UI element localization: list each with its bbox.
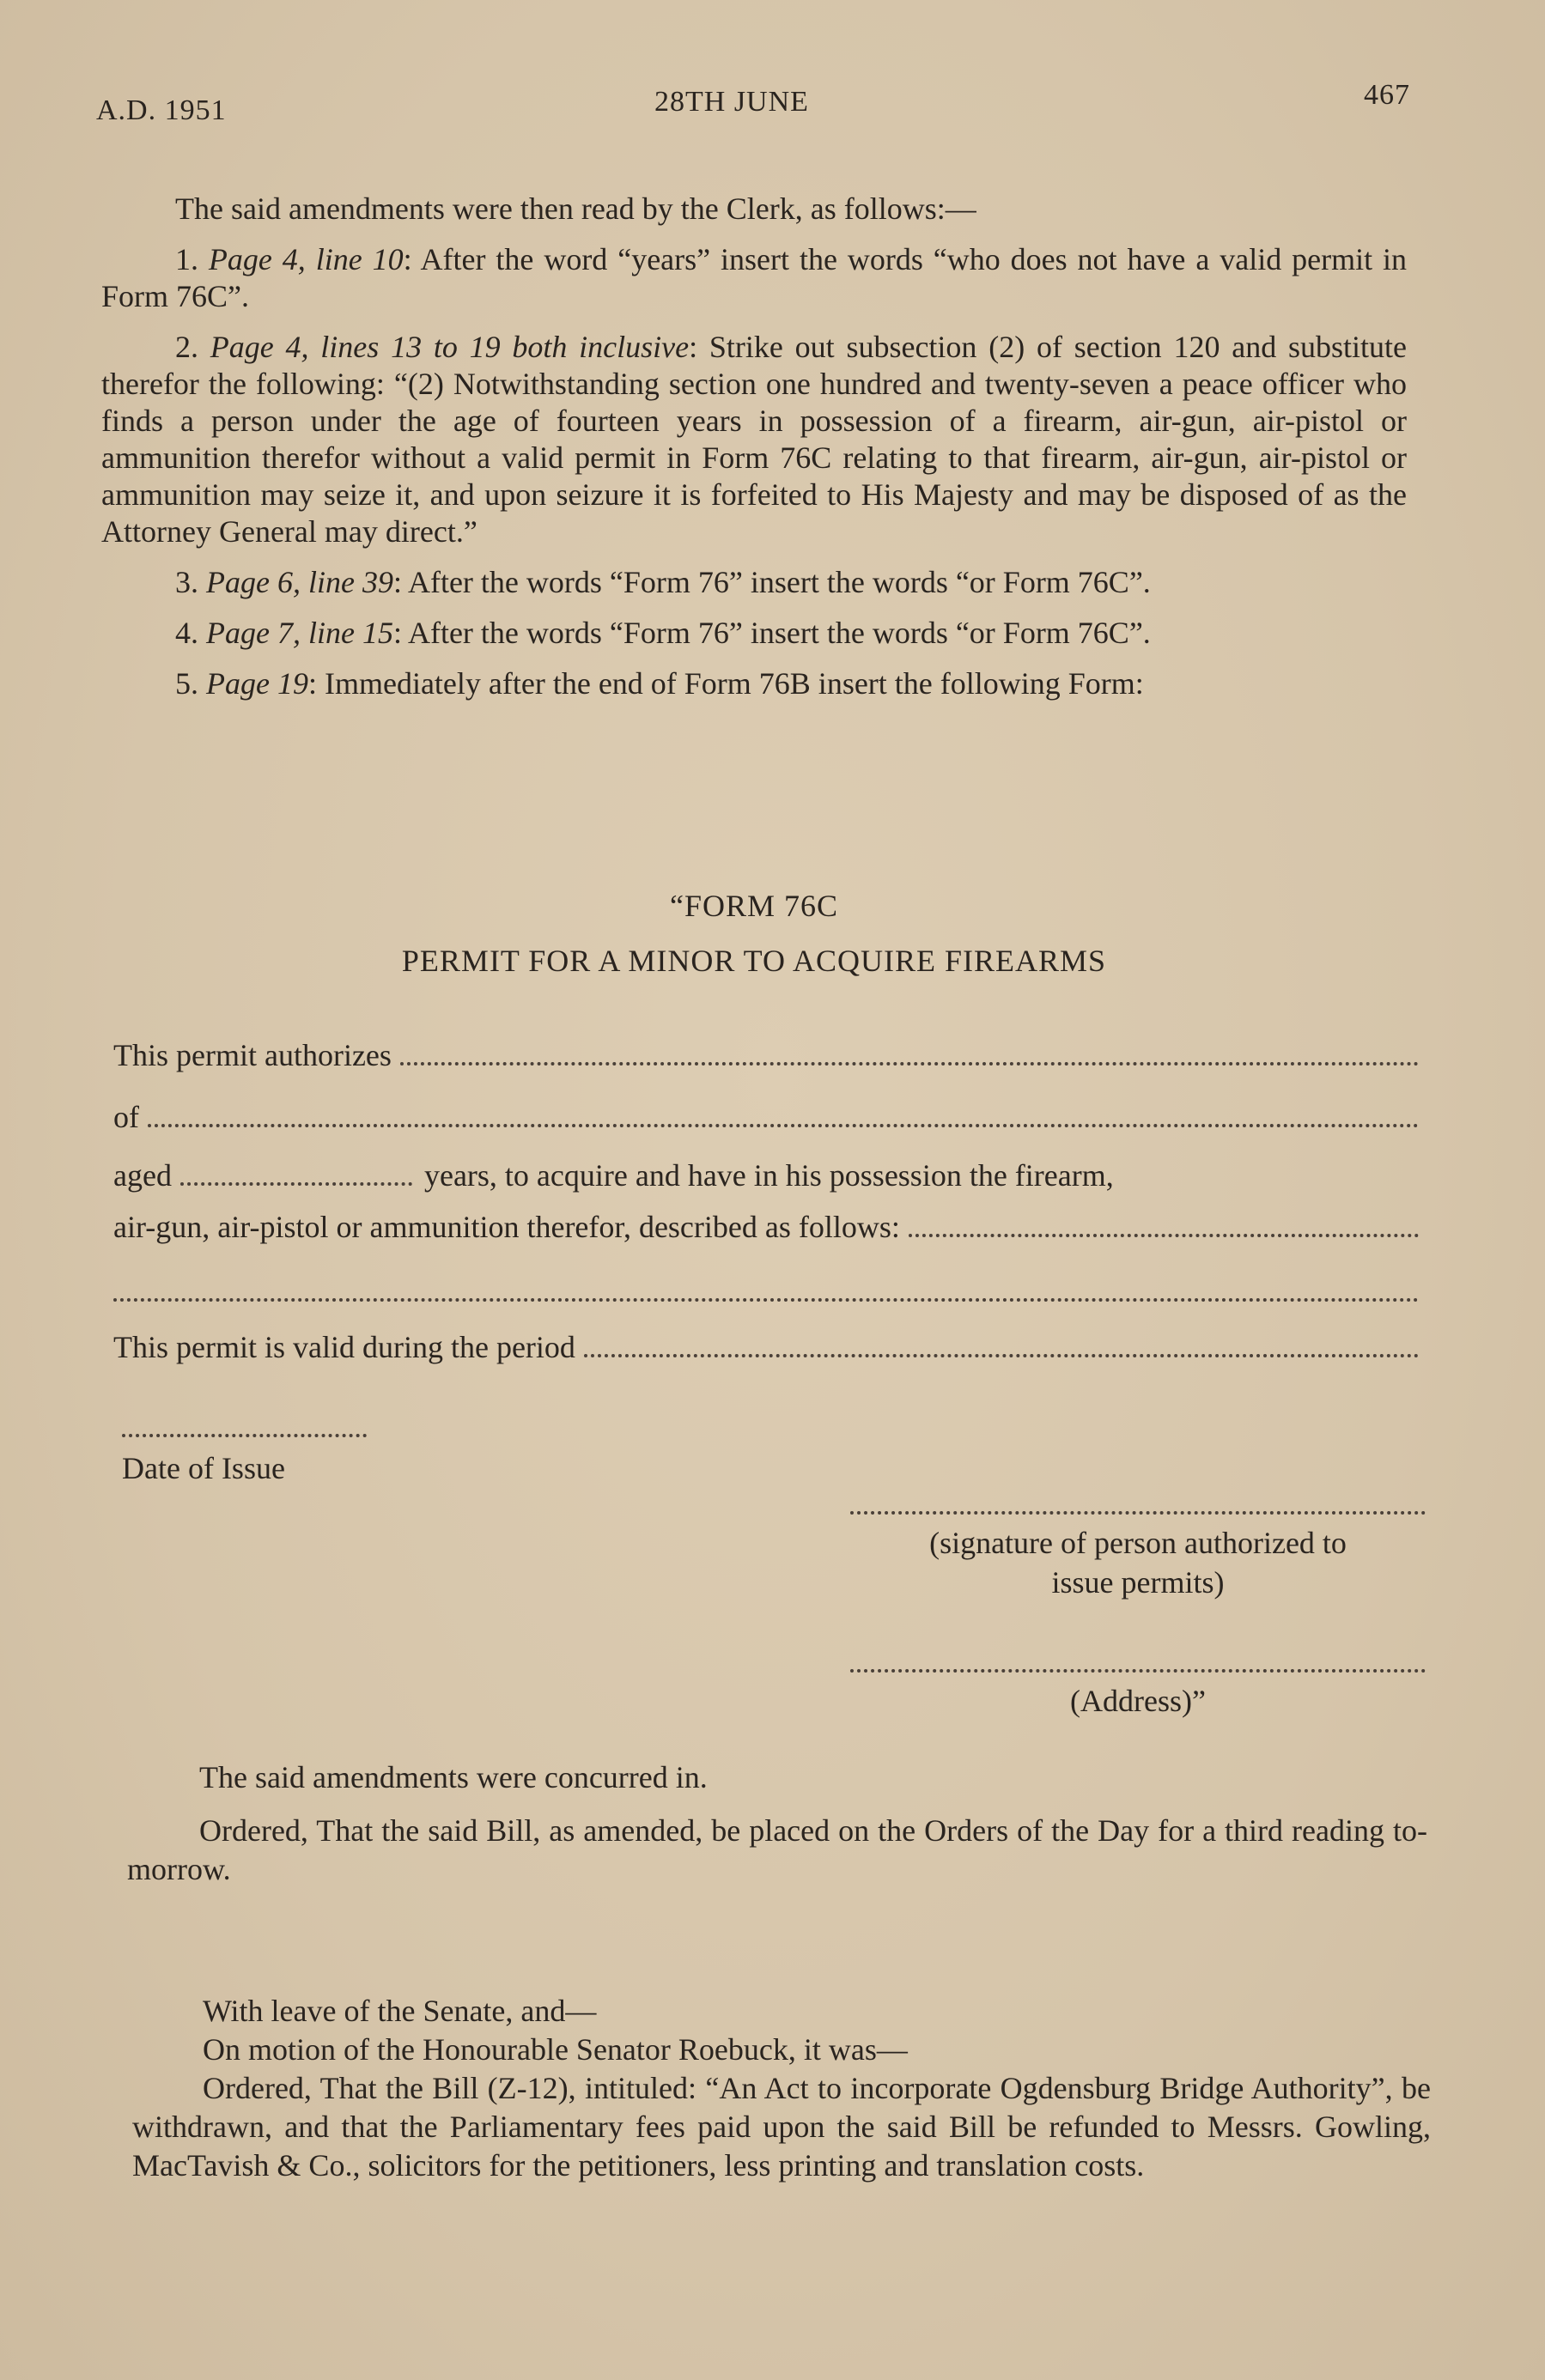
form-line-of xyxy=(113,1099,1419,1135)
signature-caption-line-2: issue permits) xyxy=(1051,1565,1225,1600)
amendment-number: 2. xyxy=(175,330,198,364)
senate-leave: With leave of the Senate, and— xyxy=(203,1994,597,2028)
dotted-leader xyxy=(909,1211,1419,1237)
amendment-text: : Immediately after the end of Form 76B insert the following Form: xyxy=(307,666,1144,701)
date-of-issue-dots xyxy=(122,1425,367,1437)
form-line-label: This permit is valid during the period xyxy=(113,1330,575,1364)
signature-dots xyxy=(850,1494,1426,1515)
form-line-valid xyxy=(113,1329,1419,1365)
form-line-label-rest: years, to acquire and have in his possession the firearm, xyxy=(423,1158,1114,1193)
amendment-text: : After the word “years” insert the words “who does not have a valid permit in Form 76C”. xyxy=(101,242,1408,313)
address-caption: (Address)” xyxy=(1070,1684,1206,1718)
amendment-item-5 xyxy=(101,665,1407,702)
signature-caption-line-1: (signature of person authorized to xyxy=(929,1526,1347,1560)
amendment-text: : Strike out subsection (2) of section 120 and substitute therefor the following: “(2) Notwithstanding section one hundred and twenty-seven a peace officer who finds a person under the age of fourteen years in possession of a firearm, air-gun, air-pistol or ammunition therefor without a valid permit in Form 76C relating to that firearm, air-gun, air-pistol or ammunition may seize it, and upon seizure it is forfeited to His Majesty and may be disposed of as the Attorney General may direct.” xyxy=(101,330,1407,549)
amendment-ref: Page 19 xyxy=(206,666,308,701)
form-line-label: This permit authorizes xyxy=(113,1038,392,1072)
amendments-section xyxy=(101,191,1407,702)
header-date-day: 28 xyxy=(654,86,685,118)
header-date-month: JUNE xyxy=(733,86,809,118)
amendment-number: 3. xyxy=(175,565,198,599)
header-year: A.D. 1951 xyxy=(96,94,227,126)
amendment-item-4 xyxy=(101,615,1407,652)
dotted-leader xyxy=(148,1102,1419,1127)
amendment-ref: Page 4, lines 13 to 19 both inclusive xyxy=(210,330,690,364)
senate-section xyxy=(132,1992,1431,2185)
dotted-leader xyxy=(584,1332,1419,1357)
amendment-ref: Page 6, line 39 xyxy=(206,565,393,599)
running-header xyxy=(96,79,1410,129)
amendment-text: : After the words “Form 76” insert the words “or Form 76C”. xyxy=(392,565,1151,599)
form-title: “FORM 76C xyxy=(669,889,839,923)
header-date xyxy=(654,86,809,118)
amendment-number: 4. xyxy=(175,616,198,650)
dotted-leader xyxy=(180,1160,412,1186)
form-subtitle: PERMIT FOR A MINOR TO ACQUIRE FIREARMS xyxy=(401,944,1107,978)
amendment-ref: Page 7, line 15 xyxy=(206,616,393,650)
form-line-label: air-gun, air-pistol or ammunition therefor, described as follows: xyxy=(113,1210,900,1244)
amendment-item-1 xyxy=(101,241,1407,315)
amendments-intro: The said amendments were then read by the Clerk, as follows:— xyxy=(175,191,976,226)
amendment-item-2 xyxy=(101,329,1407,550)
form-line-label: aged xyxy=(113,1158,172,1193)
form-line-aged xyxy=(113,1157,1419,1193)
dotted-leader xyxy=(400,1040,1419,1066)
address-dots xyxy=(850,1652,1426,1673)
concurred-paragraph: The said amendments were concurred in. xyxy=(199,1760,708,1794)
address-block xyxy=(850,1652,1426,1721)
amendment-ref: Page 4, line 10 xyxy=(208,242,404,276)
date-of-issue-label: Date of Issue xyxy=(122,1451,285,1485)
amendment-text: : After the words “Form 76” insert the words “or Form 76C”. xyxy=(392,616,1151,650)
form-line-blank xyxy=(113,1276,1419,1302)
ordered-paragraph: Ordered, That the said Bill, as amended, be placed on the Orders of the Day for a third reading to-morrow. xyxy=(127,1813,1427,1886)
amendment-number: 5. xyxy=(175,666,198,701)
form-line-described xyxy=(113,1209,1419,1245)
header-date-suffix: TH xyxy=(685,86,727,118)
form-line-authorizes xyxy=(113,1037,1419,1073)
amendment-item-3 xyxy=(101,564,1407,601)
form-line-label: of xyxy=(113,1100,139,1134)
signature-block xyxy=(850,1494,1426,1602)
dotted-leader xyxy=(113,1276,1419,1302)
page-number: 467 xyxy=(1364,79,1410,111)
senate-ordered: Ordered, That the Bill (Z-12), intituled: “An Act to incorporate Ogdensburg Bridge Authority”, be withdrawn, and that the Parliamentary fees paid upon the said Bill be refunded to Messrs. Gowling, MacTavish & Co., solicitors for the petitioners, less printing and translation costs. xyxy=(132,2071,1431,2183)
amendment-number: 1. xyxy=(175,242,198,276)
senate-motion: On motion of the Honourable Senator Roebuck, it was— xyxy=(203,2032,908,2067)
